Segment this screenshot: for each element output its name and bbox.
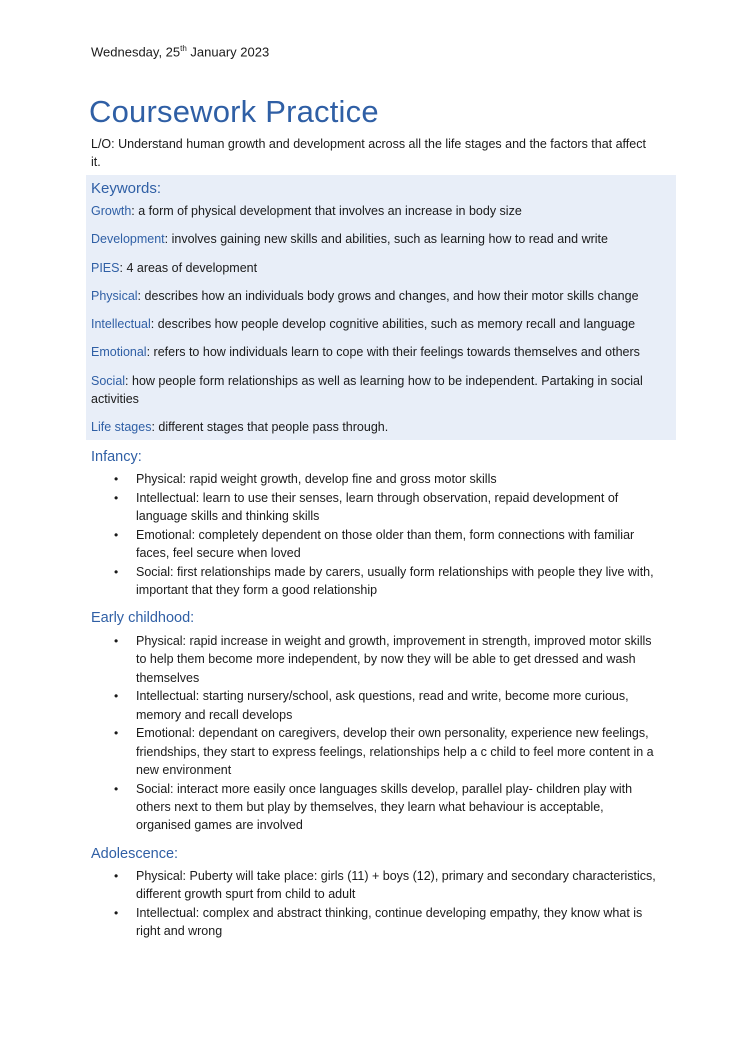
keyword-life-stages: Life stages: different stages that people pass through. <box>91 420 389 434</box>
section-heading-infancy: Infancy: <box>91 449 142 465</box>
list-item: • Emotional: dependant on caregivers, develop their own personality, experience new feelings, friendships, they start to express feelings, relationships help a c child to feel more content in a new environment <box>114 726 654 778</box>
bullet-icon: • <box>114 564 119 579</box>
bullet-icon: • <box>114 634 119 648</box>
keyword-emotional: Emotional: refers to how individuals learn to cope with their feelings towards themselves and others <box>91 345 640 359</box>
infancy-list <box>91 470 661 600</box>
header-date: Wednesday, 25th January 2023 <box>91 44 270 60</box>
keyword-physical: Physical: describes how an individuals body grows and changes, and how their motor skills change <box>91 289 639 303</box>
bullet-icon: • <box>114 781 119 796</box>
section-heading-early-childhood: Early childhood: <box>91 610 195 626</box>
bullet-icon: • <box>114 906 119 921</box>
bullet-icon: • <box>114 726 119 741</box>
list-item: • Intellectual: learn to use their senses, learn through observation, repaid development of language skills and thinking skills <box>114 490 619 524</box>
keywords-heading: Keywords: <box>91 180 162 197</box>
list-item: • Physical: rapid weight growth, develop fine and gross motor skills <box>91 470 661 488</box>
section-heading-adolescence: Adolescence: <box>91 846 179 862</box>
keyword-growth: Growth: a form of physical development that involves an increase in body size <box>91 204 522 218</box>
bullet-icon: • <box>114 527 119 542</box>
keywords-box <box>86 175 676 440</box>
list-item: • Intellectual: complex and abstract thinking, continue developing empathy, they know what is right and wrong <box>114 906 643 939</box>
bullet-icon: • <box>114 689 119 704</box>
keyword-intellectual: Intellectual: describes how people develop cognitive abilities, such as memory recall and language <box>91 317 636 331</box>
list-item: • Social: first relationships made by carers, usually form relationships with people they live with, important that they form a good relationship <box>114 564 654 598</box>
early-childhood-list <box>91 632 661 835</box>
list-item: • Emotional: completely dependent on those older than them, form connections with familiar faces, feel secure when loved <box>114 527 635 561</box>
learning-objective: L/O: Understand human growth and development across all the life stages and the factors that affect it. <box>91 137 646 169</box>
bullet-icon: • <box>114 490 119 505</box>
bullet-icon: • <box>114 472 119 486</box>
list-item: • Social: interact more easily once languages skills develop, parallel play- children play with others next to them but play by themselves, they learn what behaviour is acceptable, organised games are involved <box>114 781 633 833</box>
keyword-social: Social: how people form relationships as well as learning how to be independent. Partaking in social activities <box>91 374 643 406</box>
keyword-development: Development: involves gaining new skills and abilities, such as learning how to read and write <box>91 232 608 246</box>
bullet-icon: • <box>114 869 119 883</box>
page-title: Coursework Practice <box>89 94 379 129</box>
list-item: • Physical: Puberty will take place: girls (11) + boys (12), primary and secondary characteristics, different growth spurt from child to adult <box>114 869 656 902</box>
adolescence-list <box>91 867 661 941</box>
list-item: • Physical: rapid increase in weight and growth, improvement in strength, improved motor skills to help them become more independent, by now they will be able to get dressed and wash themselves <box>114 634 652 685</box>
keyword-pies: PIES: 4 areas of development <box>91 261 258 275</box>
list-item: • Intellectual: starting nursery/school, ask questions, read and write, become more curious, memory and recall develops <box>114 689 629 722</box>
